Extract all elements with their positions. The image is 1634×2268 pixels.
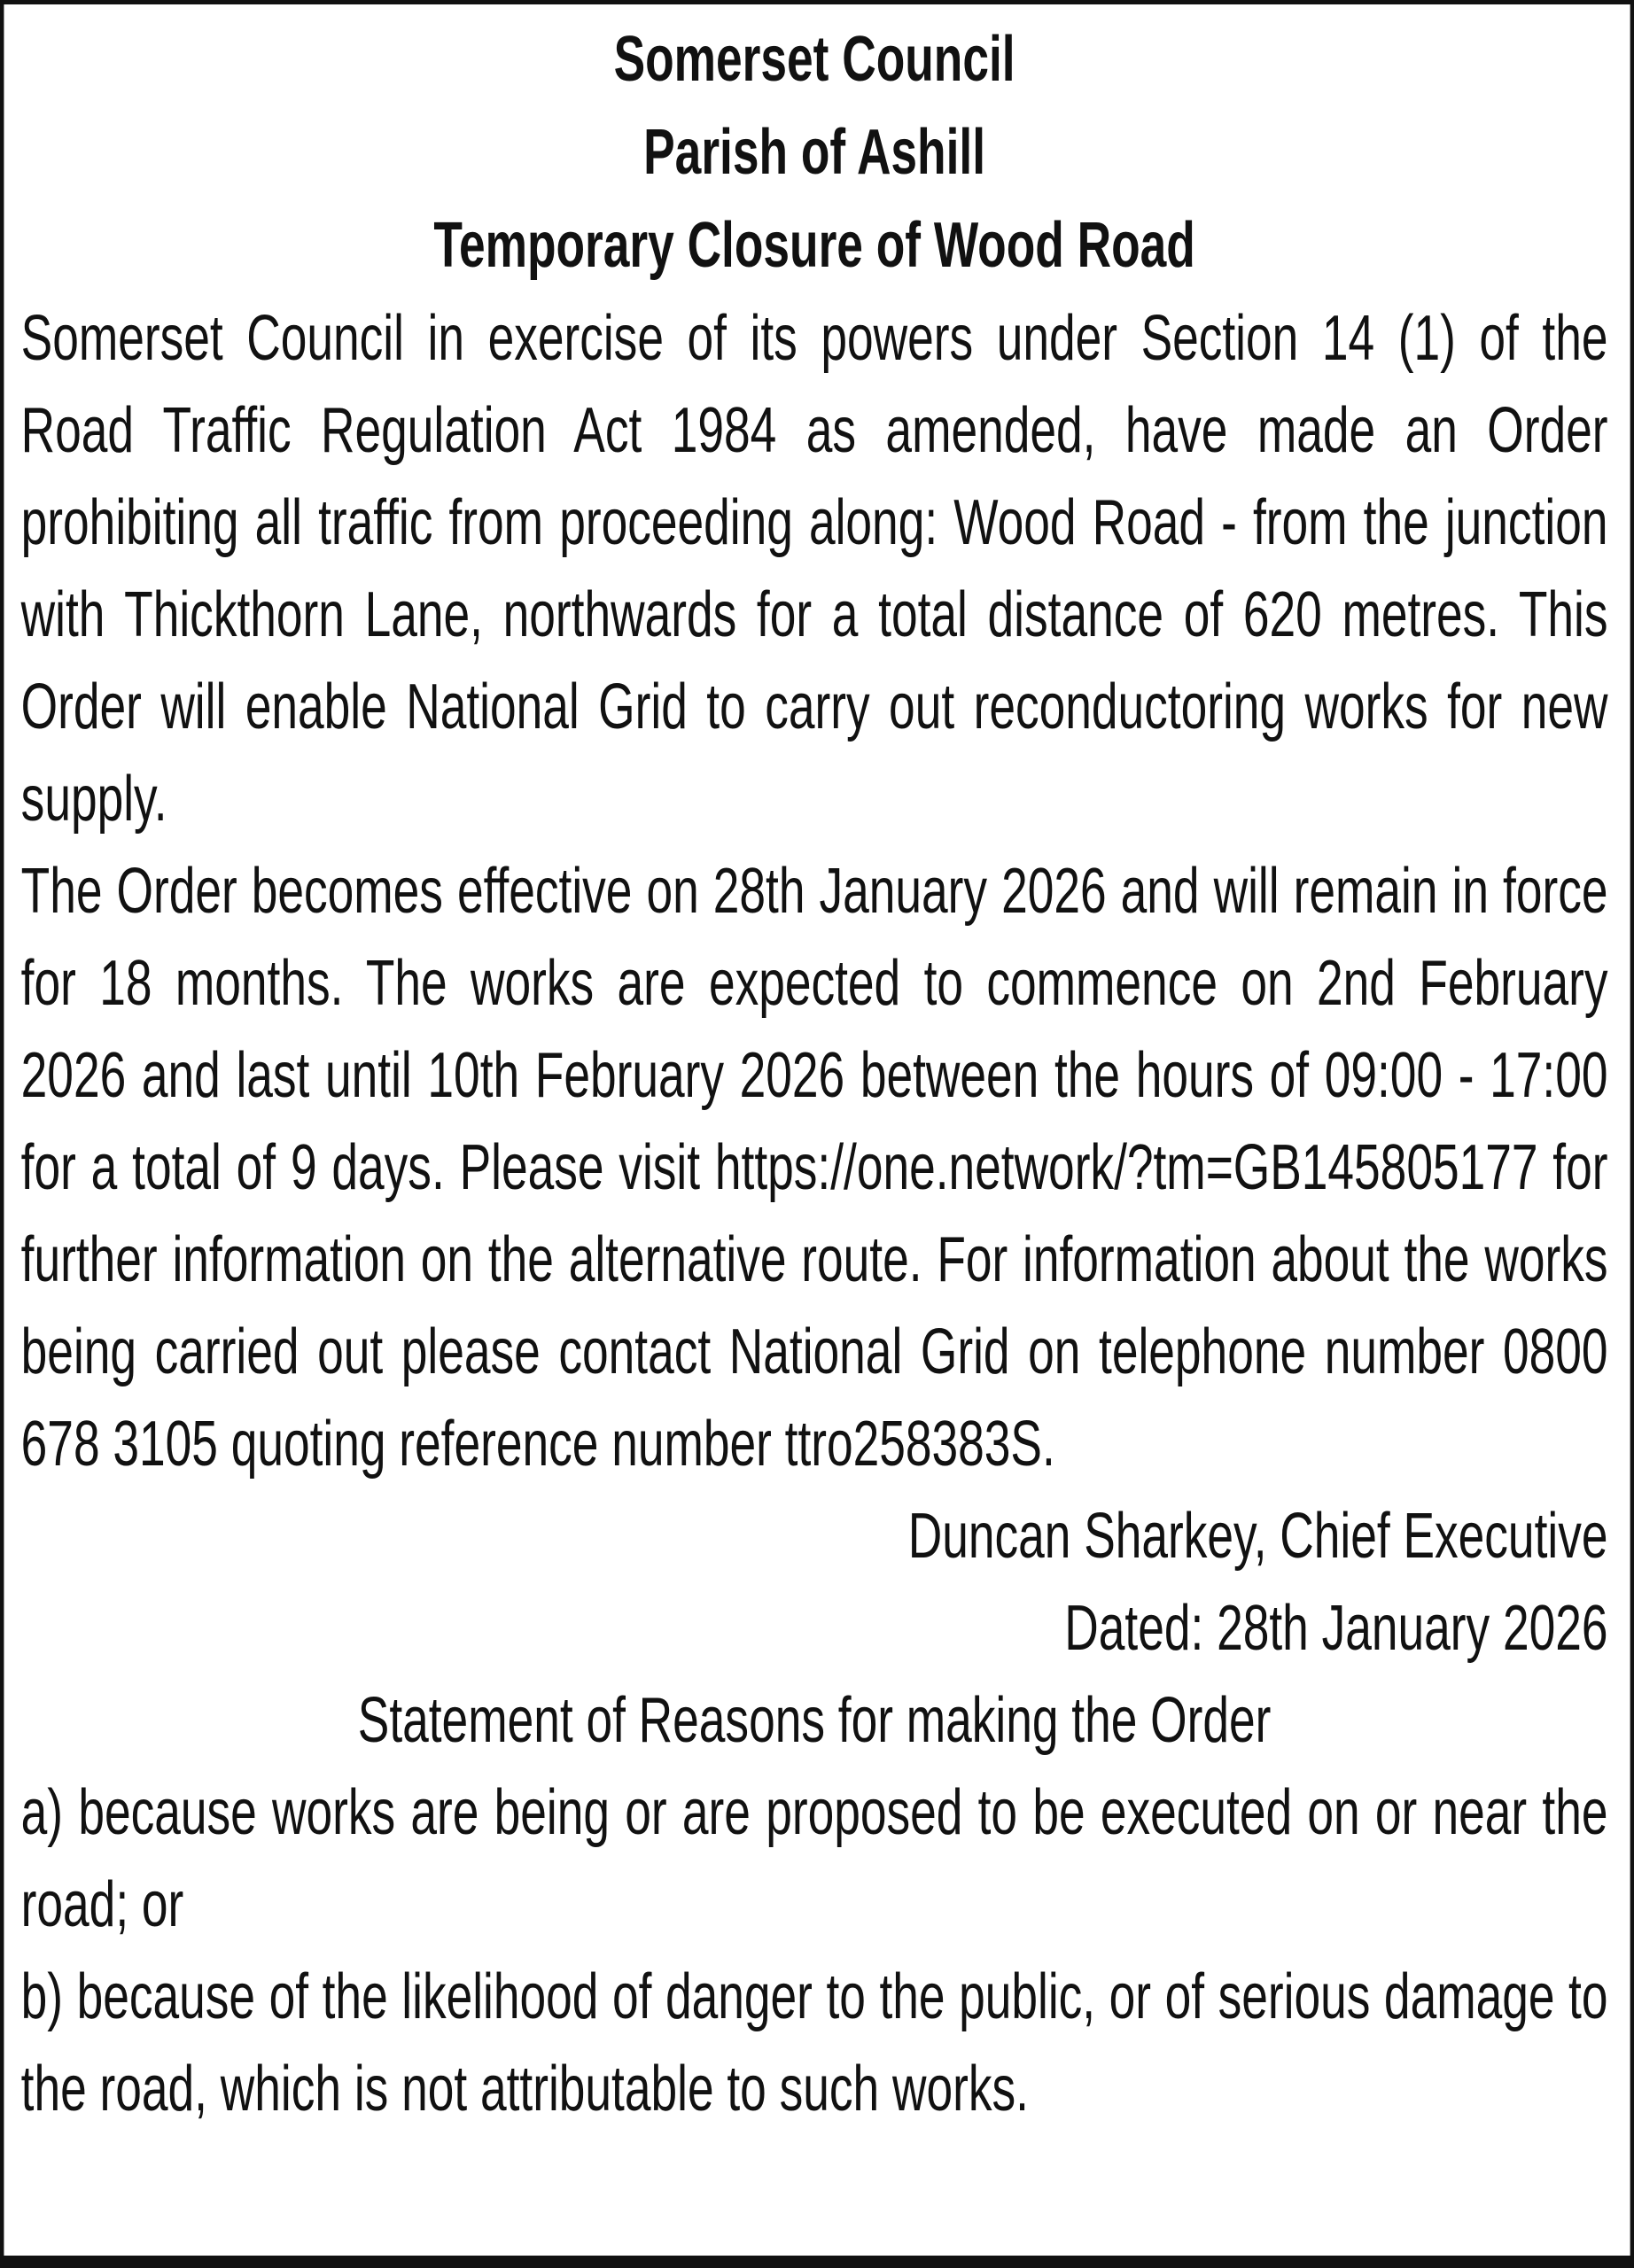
dated: Dated: 28th January 2026 — [1064, 1593, 1608, 1664]
reason-b: b) because of the likelihood of danger to the public, or of serious damage to the road, which is not attributable to such works. — [20, 1961, 1608, 2124]
order-paragraph: Somerset Council in exercise of its powers under Section 14 (1) of the Road Traffic Regulation Act 1984 as amended, have made an Order prohibiting all traffic from proceeding along: Wood Road - from the junction with Thickthorn Lane, northwards for a total distance of 620 metres. This Order will enable National Grid to carry out reconductoring works for new supply. — [20, 303, 1608, 835]
parish-name: Parish of Ashill — [643, 117, 986, 188]
notice-content — [21, 13, 1608, 2135]
reasons-heading: Statement of Reasons for making the Order — [357, 1685, 1272, 1756]
notice-title: Temporary Closure of Wood Road — [433, 210, 1195, 281]
council-name: Somerset Council — [613, 24, 1015, 95]
signatory: Duncan Sharkey, Chief Executive — [907, 1501, 1608, 1572]
reason-a: a) because works are being or are proposed to be executed on or near the road; or — [20, 1777, 1608, 1940]
effective-paragraph: The Order becomes effective on 28th January 2026 and will remain in force for 18 months. The works are expected to commence on 2nd February 2026 and last until 10th February 2026 between the hours of 09:00 - 17:00 for a total of 9 days. Please visit https://one.network/?tm=GB145805177 for further information on the alternative route. For information about the works being carried out please contact National Grid on telephone number 0800 678 3105 quoting reference number ttro258383S. — [20, 856, 1608, 1480]
